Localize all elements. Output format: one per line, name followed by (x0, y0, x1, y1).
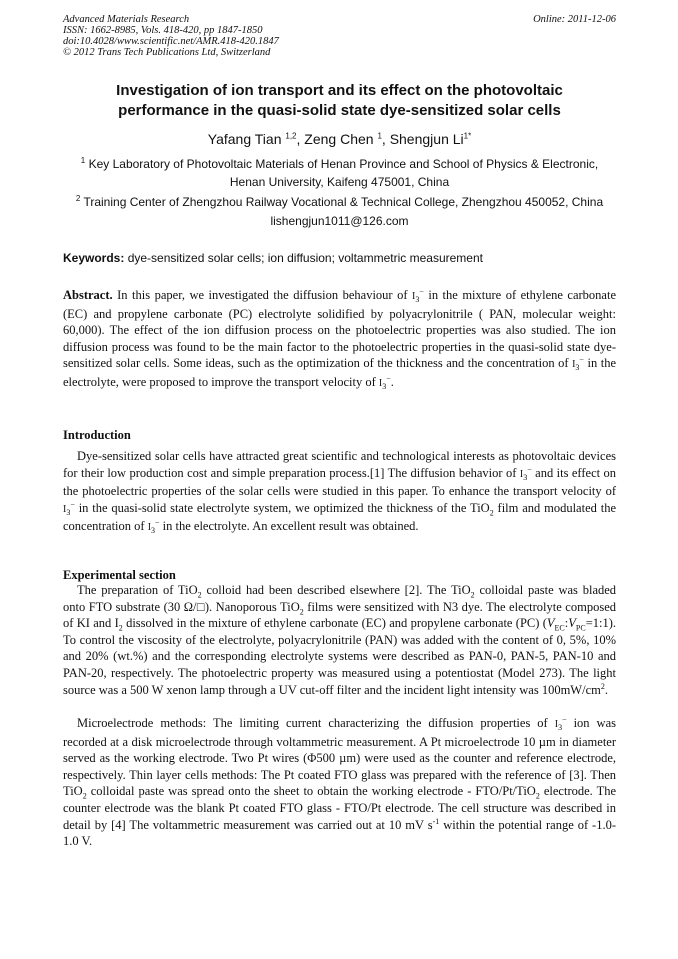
exp1-sub-1: 2 (197, 590, 202, 600)
triiodide-symbol (411, 287, 424, 304)
triiodide-symbol (519, 465, 532, 482)
journal-header (63, 14, 616, 58)
keywords (63, 250, 616, 266)
copyright-line: © 2012 Trans Tech Publications Ltd, Switzerland (63, 47, 271, 58)
abstract-text-3: in the electrolyte, were proposed to improve the transport velocity of (63, 356, 616, 389)
exp1-sub-4: 2 (118, 623, 123, 633)
affiliation-1-line-2: Henan University, Kaifeng 475001, China (229, 175, 450, 189)
ion-base: I (147, 522, 152, 534)
intro-text-5: in the electrolyte. An excellent result was obtained. (162, 519, 419, 534)
exp1-text-7: . (604, 682, 608, 697)
experimental-heading: Experimental section (63, 568, 176, 582)
keywords-text: dye-sensitized solar cells; ion diffusion; voltammetric measurement (127, 251, 483, 265)
ion-base: I (378, 377, 383, 389)
author-list: Yafang Tian $^{1,2}$, Zeng Chen $^1$, Shengjun $Li^{1*}$ (207, 131, 472, 147)
exp1-sup: 2 (600, 681, 605, 691)
affiliation-2-number: 2 (75, 194, 81, 203)
ion-sub: 3 (382, 381, 387, 391)
ion-sup: − (155, 519, 160, 529)
corresponding-email[interactable]: lishengjun1011@126.com (270, 214, 409, 228)
online-date: Online: 2011-12-06 (533, 14, 616, 25)
exp2-text-2: ion was recorded at a disk microelectrode through voltammetric measurement. A Pt microelectrode 10 µm in diameter served as the working electrode. Two Pt wires (Φ500 µm) were used as the counter and reference electrode, respectively. Thin layer cells methods: The Pt coated FTO glass was prepared with the reference of [3]. Then TiO (63, 716, 616, 799)
intro-text-4: film and modulated the concentration of (63, 500, 616, 534)
affiliation-1-number: 1 (80, 156, 86, 165)
exp1-text-5: dissolved in the mixture of ethylene carbonate (EC) and propylene carbonate (PC) ( (126, 616, 547, 631)
triiodide-symbol (554, 715, 567, 732)
triiodide-symbol (63, 500, 75, 517)
issn-line: ISSN: 1662-8985, Vols. 418-420, pp 1847-1850 (63, 25, 263, 36)
ion-sub: 3 (575, 363, 580, 373)
exp2-sub-1: 2 (82, 791, 87, 801)
triiodide-symbol (378, 374, 391, 391)
author-3: Shengjun Li (389, 131, 464, 147)
ion-sup: − (70, 500, 75, 510)
exp1-vpc: V (568, 616, 576, 631)
exp2-sub-2: 2 (535, 791, 540, 801)
introduction-paragraph (63, 448, 616, 537)
ion-sub: 3 (523, 472, 528, 482)
abstract-text-2: in the mixture of ethylene carbonate (EC) and propylene carbonate (PC) electrolyte solidified by polyacrylonitrile ( PAN, molecular weight: 60,000). The effect of the ion diffusion process on the photoelectric properties was also studied. The ion diffusion process was found to be the main factor to the photoelectric properties in the quasi-solid state dye-sensitized solar cells. Some ideas, such as the optimization of the thickness and the concentration of (63, 288, 617, 371)
affiliation-2 (63, 193, 616, 211)
introduction-heading: Introduction (63, 428, 131, 442)
ion-base: I (572, 359, 576, 371)
ion-sub: 3 (151, 526, 156, 536)
abstract (63, 287, 616, 393)
paper-title (63, 81, 616, 121)
exp1-text-3: colloidal paste was bladed onto FTO substrate (30 Ω/□). Nanoporous TiO (63, 583, 617, 614)
affiliation-1 (63, 155, 616, 191)
ion-sup: − (527, 465, 532, 475)
intro-text-1: Dye-sensitized solar cells have attracted great scientific and technological interests as photovoltaic devices for their low production cost and simple preparation process.[1] The diffusion behavior of (63, 449, 616, 480)
intro-sub: 2 (489, 508, 494, 518)
author-2-affil: 1 (377, 131, 382, 141)
exp1-text-6: =1:1). To control the viscosity of the electrolyte, polyacrylonitrile (PAN) was added with the content of 0, 5%, 10% and 20% (wt.%) and the corresponding electrolyte systems were described as PAN-0, PAN-5, PAN-10 and PAN-20, respectively. The photoelectric property was measured using a potentiostat (Model 273). The light source was a 500 W xenon lamp through a UV cut-off filter and the incident light intensity was 100mW/cm (63, 616, 616, 697)
affiliation-1-line-1: Key Laboratory of Photovoltaic Materials of Henan Province and School of Physics & Electronic, (88, 157, 599, 171)
ion-sup: − (562, 715, 567, 725)
affiliation-2-text: Training Center of Zhengzhou Railway Vocational & Technical College, Zhengzhou 450052, China (83, 195, 604, 209)
ion-sup: − (419, 287, 424, 297)
abstract-text-1: In this paper, we investigated the diffusion behaviour of (117, 288, 408, 302)
exp1-text-4: films were sensitized with N3 dye. The electrolyte composed of KI and I (63, 599, 616, 631)
exp1-sub-2: 2 (470, 590, 475, 600)
ion-base: I (519, 468, 524, 480)
exp1-text-1: The preparation of TiO (77, 583, 198, 597)
author-3-affil: 1* (463, 131, 472, 141)
exp1-sub-3: 2 (299, 607, 304, 617)
exp2-text-5: within the potential range of -1.0-1.0 V. (63, 817, 617, 849)
abstract-text-4: . (390, 374, 394, 389)
title-line-2: performance in the quasi-solid state dye-sensitized solar cells (118, 102, 561, 119)
keywords-label: Keywords: (63, 251, 125, 265)
experimental-paragraph-1 (63, 582, 616, 698)
triiodide-symbol (147, 519, 160, 536)
author-1: Yafang Tian (207, 131, 282, 147)
ion-sup: − (579, 356, 584, 366)
exp2-sup: -1 (432, 816, 440, 826)
ion-base: I (554, 719, 559, 730)
exp1-vec: V (546, 616, 555, 631)
ion-sub: 3 (415, 295, 420, 304)
exp1-vec-sub: EC (554, 623, 565, 633)
exp1-vpc-sub: PC (575, 623, 586, 633)
author-1-affil: 1,2 (285, 131, 297, 141)
intro-text-3: in the quasi-solid state electrolyte system, we optimized the thickness of the TiO (78, 500, 490, 515)
exp2-text-4: electrode. The counter electrode was the blank Pt coated FTO glass - FTO/Pt electrode. The cell structure was described in detail by [4] The voltammetric measurement was carried out at 10 mV s (63, 784, 617, 832)
author-2: Zeng Chen (304, 131, 374, 147)
triiodide-symbol (572, 356, 584, 373)
ion-sub: 3 (558, 723, 563, 732)
ion-sub: 3 (66, 507, 71, 517)
exp2-text-3: colloidal paste was spread onto the sheet to obtain the working electrode - FTO/Pt/TiO (90, 784, 536, 799)
intro-text-2: and its effect on the photoelectric properties of the solar cells were studied in this paper. To enhance the transport velocity of (63, 465, 617, 499)
abstract-label: Abstract. (63, 288, 113, 302)
ion-base: I (411, 291, 416, 302)
title-line-1: Investigation of ion transport and its effect on the photovoltaic (116, 82, 563, 99)
experimental-paragraph-2 (63, 715, 616, 850)
exp1-text-2: colloid had been described elsewhere [2]. The TiO (206, 583, 471, 597)
ion-sup: − (386, 374, 391, 384)
journal-name: Advanced Materials Research (63, 14, 190, 25)
exp2-text-1: Microelectrode methods: The limiting current characterizing the diffusion properties of (77, 716, 548, 730)
ion-base: I (63, 503, 67, 515)
exp1-colon: : (564, 616, 569, 631)
doi-line: doi:10.4028/www.scientific.net/AMR.418-420.1847 (63, 36, 279, 47)
